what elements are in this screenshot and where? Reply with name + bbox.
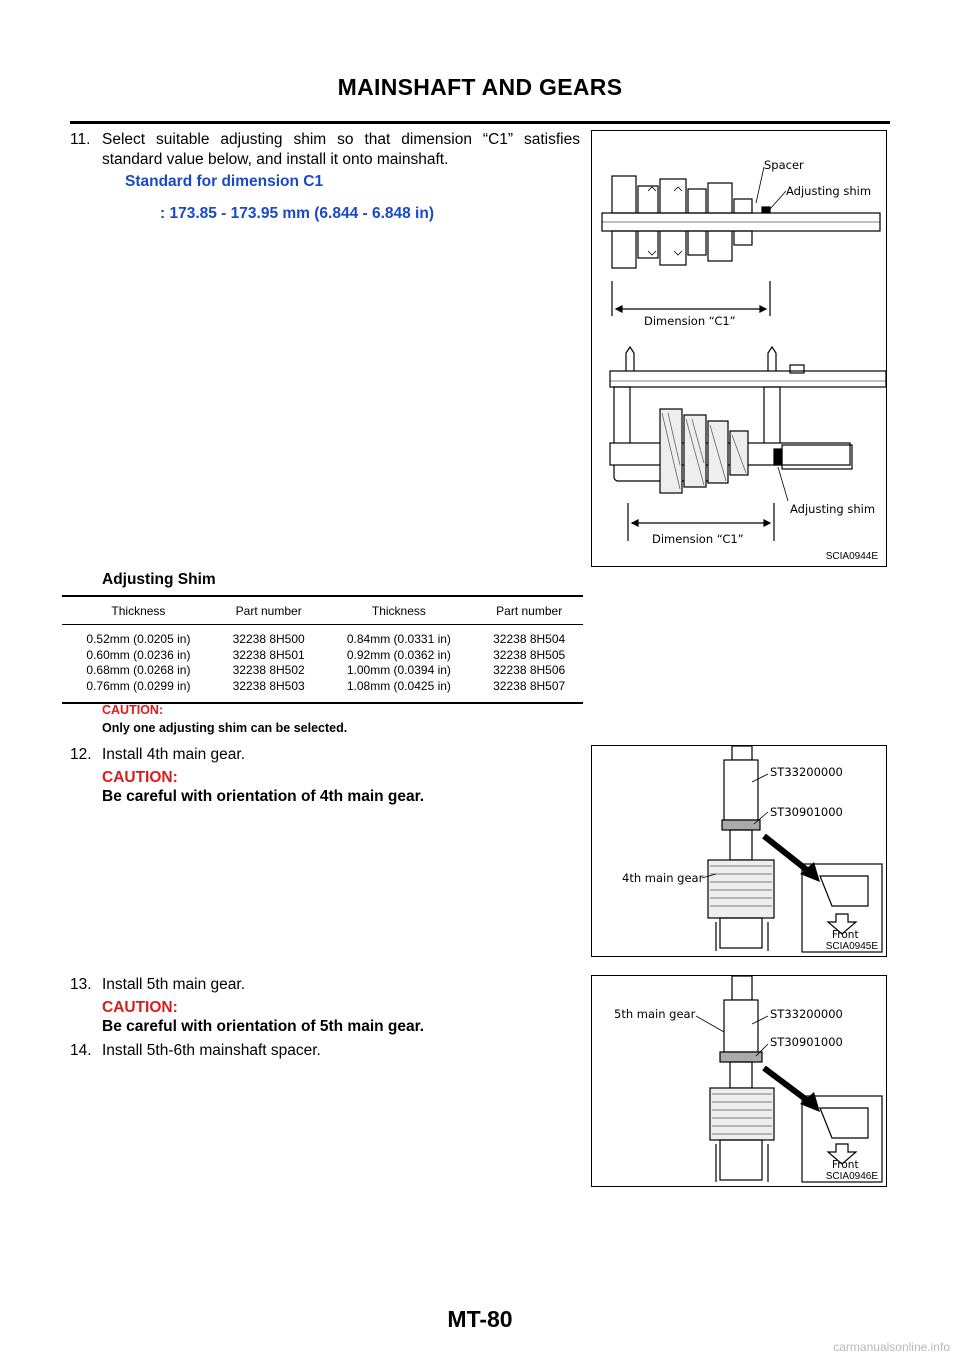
figure-4th-main-gear (591, 745, 887, 957)
cell-value: 1.08mm (0.0425 in) (346, 678, 451, 693)
label-tool-st30901000: ST30901000 (770, 805, 843, 819)
step-13-caution-label: CAUTION: (102, 999, 178, 1016)
header-thickness-1: Thickness (62, 596, 215, 625)
cell-value: 32238 8H504 (493, 632, 566, 646)
step-11-text-line2: standard value below, and install it onto mainshaft. (102, 151, 449, 168)
thickness-cell-1 (62, 625, 215, 704)
page-number: MT-80 (447, 1306, 513, 1332)
step-14-text: Install 5th-6th mainshaft spacer. (102, 1042, 321, 1059)
label-front: Front (832, 1159, 859, 1171)
cell-value: 32238 8H500 (232, 632, 305, 646)
step-12-number: 12. (70, 746, 92, 763)
step-13-text: Install 5th main gear. (102, 976, 246, 993)
part-number-cell-2 (475, 625, 583, 704)
step-14-number: 14. (70, 1042, 92, 1059)
cell-value: 0.76mm (0.0299 in) (86, 678, 191, 693)
header-part-number-1: Part number (215, 596, 323, 625)
label-front: Front (832, 929, 859, 941)
label-adjusting-shim-top: Adjusting shim (786, 184, 872, 198)
header-rule (70, 121, 890, 124)
standard-value: : 173.85 - 173.95 mm (6.844 - 6.848 in) (160, 205, 434, 222)
step-12-caution-text: Be careful with orientation of 4th main gear. (102, 788, 425, 805)
page-title: MAINSHAFT AND GEARS (337, 74, 623, 100)
label-dimension-c1-top: Dimension “C1” (644, 314, 736, 328)
figure-5th-main-gear (591, 975, 887, 1187)
step-12-caution-label: CAUTION: (102, 769, 178, 786)
label-4th-main-gear: 4th main gear (622, 871, 704, 885)
label-tool-st33200000: ST33200000 (770, 765, 843, 779)
cell-value: 0.84mm (0.0331 in) (346, 632, 451, 646)
standard-heading: Standard for dimension C1 (125, 173, 324, 190)
4th-gear-illustration (592, 746, 886, 956)
step-11-text-line1: Select suitable adjusting shim so that dimension “C1” satisfies (102, 131, 580, 148)
figure-code: SCIA0946E (825, 1171, 878, 1182)
figure-code: SCIA0945E (825, 941, 878, 952)
header-thickness-2: Thickness (322, 596, 475, 625)
step-12-text: Install 4th main gear. (102, 746, 246, 763)
step-11-number: 11. (70, 131, 91, 148)
header-part-number-2: Part number (475, 596, 583, 625)
label-tool-st30901000: ST30901000 (770, 1035, 843, 1049)
table-header-row (62, 596, 583, 625)
watermark: carmanualsonline.info (833, 1340, 950, 1354)
cell-value: 0.60mm (0.0236 in) (86, 647, 191, 662)
cell-value: 32238 8H505 (493, 647, 566, 662)
cell-value: 32238 8H507 (493, 678, 566, 693)
mainshaft-illustration (592, 131, 886, 566)
label-5th-main-gear: 5th main gear (614, 1007, 696, 1021)
cell-value: 32238 8H501 (232, 647, 305, 662)
cell-value: 32238 8H503 (232, 678, 305, 693)
thickness-cell-2 (322, 625, 475, 704)
shim-caution-text: Only one adjusting shim can be selected. (102, 721, 348, 735)
part-number-cell-1 (215, 625, 323, 704)
step-13-caution-text: Be careful with orientation of 5th main gear. (102, 1018, 425, 1035)
shim-caution-label: CAUTION: (102, 703, 164, 717)
5th-gear-illustration (592, 976, 886, 1186)
adjusting-shim-table (62, 595, 583, 704)
cell-value: 0.68mm (0.0268 in) (86, 663, 191, 677)
label-adjusting-shim-bottom: Adjusting shim (790, 502, 876, 516)
label-dimension-c1-bottom: Dimension “C1” (652, 532, 744, 546)
figure-code: SCIA0944E (825, 551, 878, 562)
cell-value: 1.00mm (0.0394 in) (346, 663, 451, 677)
label-spacer: Spacer (764, 158, 804, 172)
cell-value: 0.52mm (0.0205 in) (86, 632, 191, 646)
table-row (62, 625, 583, 704)
label-tool-st33200000: ST33200000 (770, 1007, 843, 1021)
cell-value: 32238 8H502 (232, 663, 305, 677)
cell-value: 32238 8H506 (493, 663, 566, 677)
step-13-number: 13. (70, 976, 92, 993)
shim-table-title: Adjusting Shim (102, 571, 216, 588)
cell-value: 0.92mm (0.0362 in) (346, 647, 451, 662)
figure-mainshaft-dimension (591, 130, 887, 567)
